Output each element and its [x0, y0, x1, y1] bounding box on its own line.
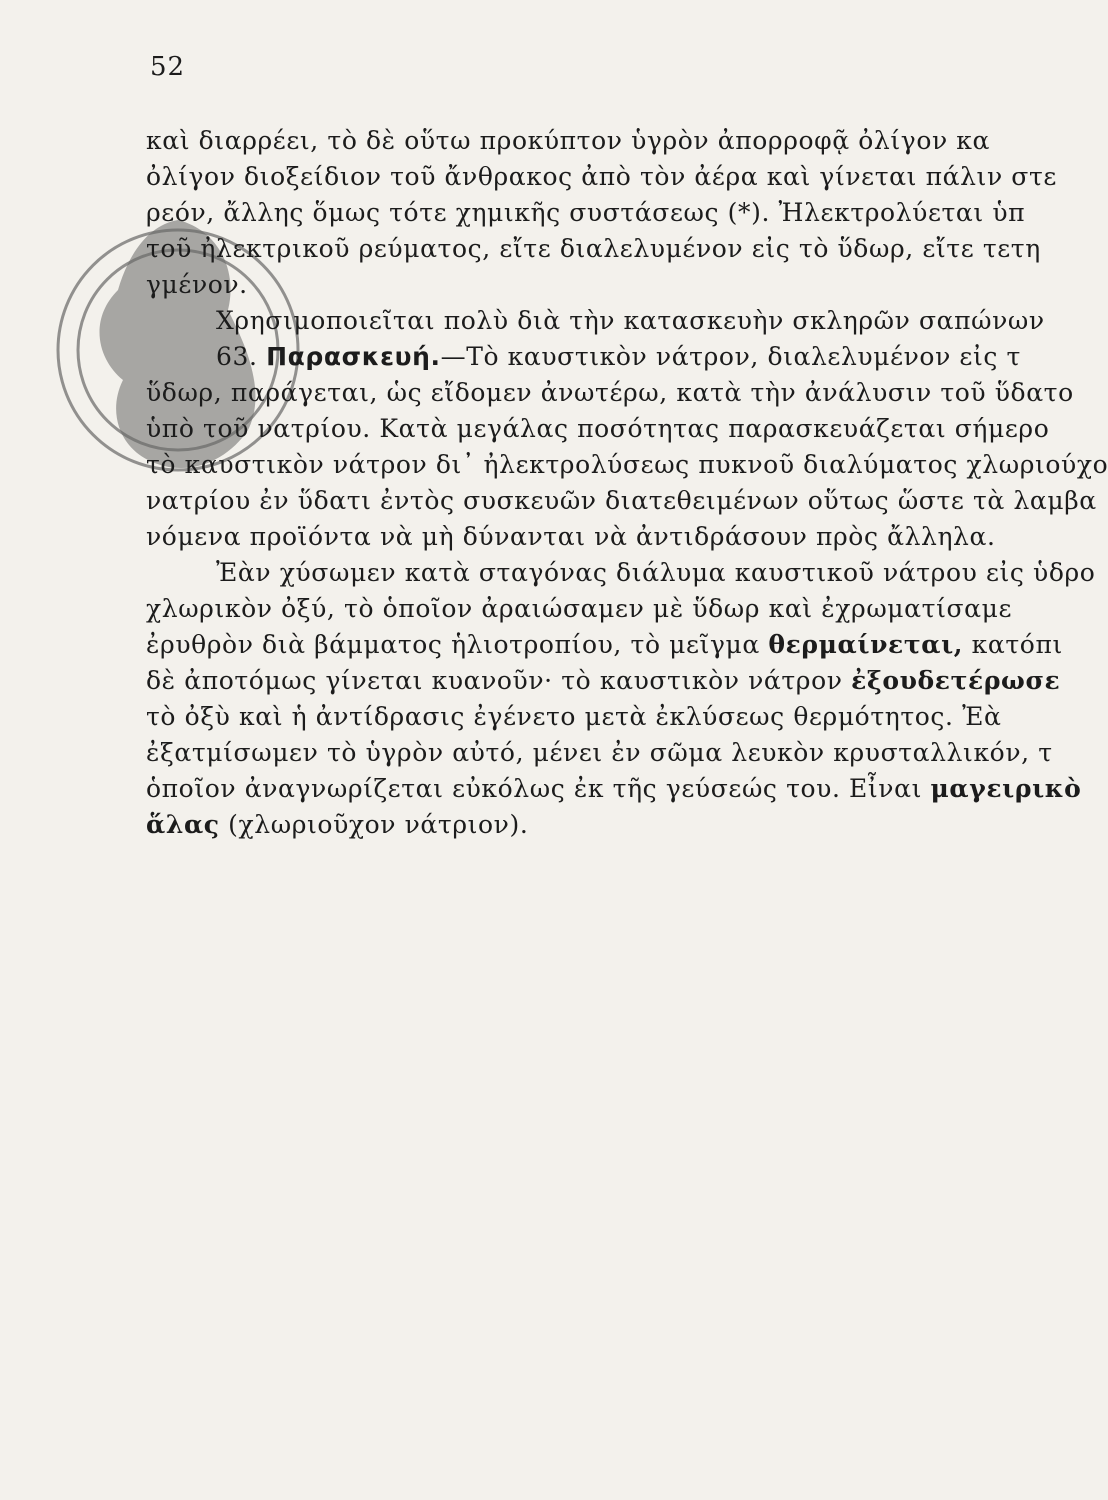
section-title: Παρασκευή. [266, 342, 441, 371]
section-heading-line [216, 340, 1021, 374]
text-run: —Τὸ καυστικὸν νάτρον, διαλελυμένον εἰς τ [440, 342, 1021, 371]
text-line: τὸ καυστικὸν νάτρον δι᾽ ἠλεκτρολύσεως πυκνοῦ διαλύματος χλωριούχο [146, 450, 1108, 479]
bold-term: ἅλας [146, 810, 220, 839]
section-number: 63. [216, 342, 267, 371]
text-line: ὀλίγον διοξείδιον τοῦ ἄνθρακος ἀπὸ τὸν ἀέρα καὶ γίνεται πάλιν στε [146, 162, 1057, 191]
bold-term: θερμαίνεται, [768, 630, 964, 659]
text-line: νόμενα προϊόντα νὰ μὴ δύνανται νὰ ἀντιδράσουν πρὸς ἄλληλα. [146, 522, 996, 551]
page-number: 52 [150, 52, 186, 82]
text-line: Χρησιμοποιεῖται πολὺ διὰ τὴν κατασκευὴν σκληρῶν σαπώνων [216, 306, 1045, 335]
text-line [146, 808, 979, 842]
text-run: κατόπι [963, 630, 1063, 659]
text-line: Ἐὰν χύσωμεν κατὰ σταγόνας διάλυμα καυστικοῦ νάτρου εἰς ὑδρο [216, 558, 1096, 587]
text-line: γμένον. [146, 270, 248, 299]
bold-term: ἐξουδετέρωσε [851, 666, 1061, 695]
text-line: καὶ διαρρέει, τὸ δὲ οὕτω προκύπτον ὑγρὸν ἀπορροφᾷ ὀλίγον κα [146, 126, 991, 155]
text-run: ὁποῖον ἀναγνωρίζεται εὐκόλως ἐκ τῆς γεύσεώς του. Εἶναι [146, 774, 931, 803]
text-line: ἐξατμίσωμεν τὸ ὑγρὸν αὐτό, μένει ἐν σῶμα λευκὸν κρυσταλλικόν, τ [146, 738, 1053, 767]
text-line: χλωρικὸν ὀξύ, τὸ ὁποῖον ἀραιώσαμεν μὲ ὕδωρ καὶ ἐχρωματίσαμε [146, 594, 1013, 623]
text-line [146, 772, 1082, 806]
text-line [146, 664, 1061, 698]
text-run: δὲ ἀποτόμως γίνεται κυανοῦν· τὸ καυστικὸν νάτρον [146, 666, 852, 695]
bold-term: μαγειρικὸ [930, 774, 1082, 803]
text-line: νατρίου ἐν ὕδατι ἐντὸς συσκευῶν διατεθειμένων οὕτως ὥστε τὰ λαμβα [146, 486, 1097, 515]
text-line: ὕδωρ, παράγεται, ὡς εἴδομεν ἀνωτέρω, κατὰ τὴν ἀνάλυσιν τοῦ ὕδατο [146, 378, 1074, 407]
text-line: ρεόν, ἄλλης ὅμως τότε χημικῆς συστάσεως (*). Ἠλεκτρολύεται ὑπ [146, 198, 1026, 227]
text-line: ὑπὸ τοῦ νατρίου. Κατὰ μεγάλας ποσότητας παρασκευάζεται σήμερο [146, 414, 1050, 443]
text-line: τοῦ ἠλεκτρικοῦ ρεύματος, εἴτε διαλελυμένον εἰς τὸ ὕδωρ, εἴτε τετη [146, 234, 1041, 263]
text-line [146, 628, 1063, 662]
text-line: τὸ ὀξὺ καὶ ἡ ἀντίδρασις ἐγένετο μετὰ ἐκλύσεως θερμότητος. Ἐὰ [146, 702, 1002, 731]
text-run: (χλωριοῦχον νάτριον). [219, 810, 529, 839]
text-run: ἐρυθρὸν διὰ βάμματος ἡλιοτροπίου, τὸ μεῖγμα [146, 630, 769, 659]
